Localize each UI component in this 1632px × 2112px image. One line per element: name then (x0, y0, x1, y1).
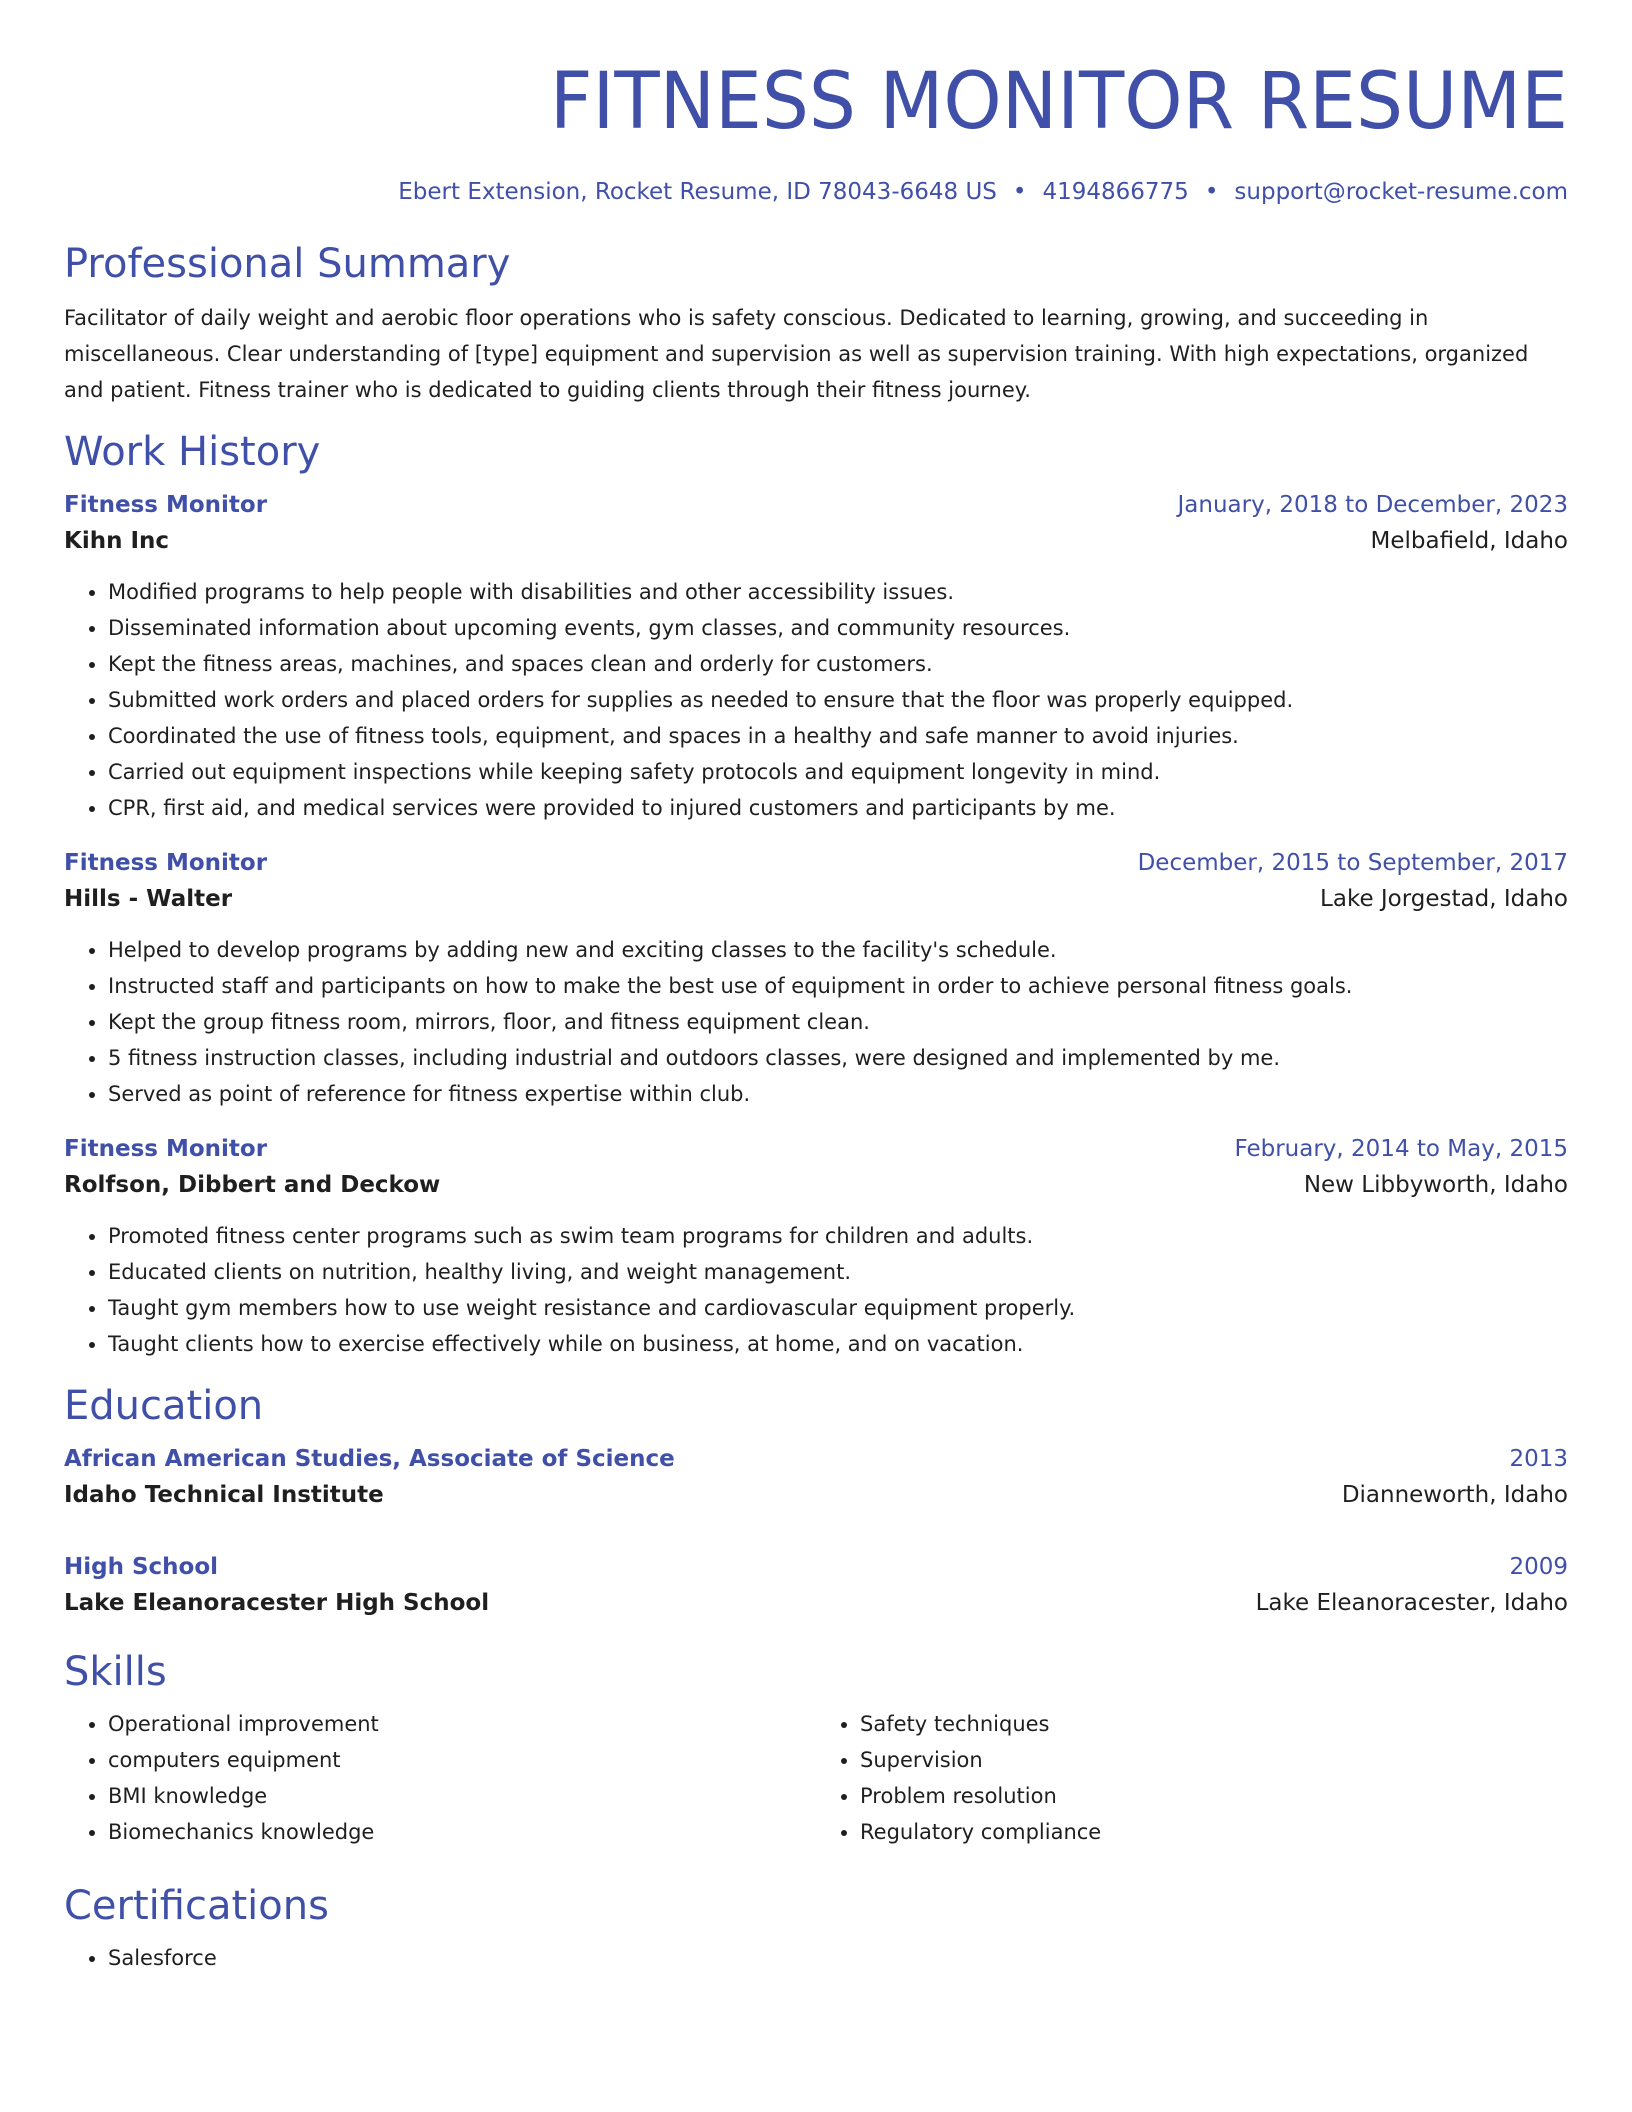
section-title-summary: Professional Summary (64, 241, 511, 287)
summary-text: Facilitator of daily weight and aerobic floor operations who is safety conscious. Dedicated to learning, growing, and succeeding in miscellaneous. Clear understanding of [type] equipment and supervision as well as supervision training. With high expectations, organized and patient. Fitness trainer who is dedicated to guiding clients through their fitness journey. (64, 306, 1529, 402)
education-header-row (64, 1442, 1568, 1476)
job-header-row (64, 488, 1568, 522)
education-location: Lake Eleanoracester, Idaho (1255, 1590, 1568, 1616)
contact-separator: • (1204, 179, 1219, 205)
contact-separator: • (1012, 179, 1027, 205)
list-item: • Submitted work orders and placed orders for supplies as needed to ensure that the floor was properly equipped. (108, 682, 1568, 718)
list-item: • Supervision (860, 1742, 1568, 1778)
resume-header (64, 52, 1568, 208)
skills-list-right (816, 1706, 1568, 1850)
list-item: • Instructed staff and participants on how to make the best use of equipment in order to achieve personal fitness goals. (108, 968, 1568, 1004)
contact-address: Ebert Extension, Rocket Resume, ID 78043-6648 US (398, 179, 997, 205)
job-location: Melbafield, Idaho (1370, 528, 1568, 554)
contact-phone[interactable]: 4194866775 (1042, 179, 1189, 205)
skills-columns (64, 1706, 1568, 1850)
resume-title: FITNESS MONITOR RESUME (549, 57, 1568, 147)
education-school-row (64, 1476, 1568, 1514)
education-school: Idaho Technical Institute (64, 1482, 384, 1508)
education-header-row (64, 1550, 1568, 1584)
list-item: • Coordinated the use of fitness tools, equipment, and spaces in a healthy and safe manner to avoid injuries. (108, 718, 1568, 754)
education-degree: High School (64, 1554, 219, 1580)
section-title-education: Education (64, 1383, 264, 1429)
education-location: Dianneworth, Idaho (1341, 1482, 1568, 1508)
job-header-row (64, 846, 1568, 880)
contact-email[interactable]: support@rocket-resume.com (1234, 179, 1568, 205)
summary-section (64, 238, 1568, 408)
list-item: • computers equipment (108, 1742, 816, 1778)
education-year: 2013 (1509, 1446, 1568, 1472)
work-section (64, 426, 1568, 1362)
job-company: Kihn Inc (64, 528, 170, 554)
list-item: • Disseminated information about upcoming events, gym classes, and community resources. (108, 610, 1568, 646)
education-year: 2009 (1509, 1554, 1568, 1580)
job-title: Fitness Monitor (64, 1136, 268, 1162)
job-title: Fitness Monitor (64, 492, 268, 518)
list-item: • Problem resolution (860, 1778, 1568, 1814)
contact-line (64, 176, 1568, 208)
job-company-row (64, 880, 1568, 918)
job-bullets (64, 1218, 1568, 1362)
list-item: • Taught gym members how to use weight resistance and cardiovascular equipment properly. (108, 1290, 1568, 1326)
job-header-row (64, 1132, 1568, 1166)
job-company-row (64, 1166, 1568, 1204)
list-item: • Operational improvement (108, 1706, 816, 1742)
education-school: Lake Eleanoracester High School (64, 1590, 490, 1616)
list-item: • Taught clients how to exercise effectively while on business, at home, and on vacation. (108, 1326, 1568, 1362)
list-item: • Promoted fitness center programs such as swim team programs for children and adults. (108, 1218, 1568, 1254)
skills-section (64, 1646, 1568, 1850)
list-item: • Educated clients on nutrition, healthy living, and weight management. (108, 1254, 1568, 1290)
list-item: • Modified programs to help people with disabilities and other accessibility issues. (108, 574, 1568, 610)
certifications-section (64, 1880, 1568, 1976)
section-title-work: Work History (64, 429, 321, 475)
list-item: • Helped to develop programs by adding new and exciting classes to the facility's schedule. (108, 932, 1568, 968)
job-company: Rolfson, Dibbert and Deckow (64, 1172, 441, 1198)
list-item: • CPR, first aid, and medical services were provided to injured customers and participants by me. (108, 790, 1568, 826)
list-item: • Salesforce (108, 1940, 1568, 1976)
job-dates: December, 2015 to September, 2017 (1137, 850, 1568, 876)
education-entry (64, 1550, 1568, 1622)
education-section (64, 1380, 1568, 1622)
list-item: • Biomechanics knowledge (108, 1814, 816, 1850)
list-item: • BMI knowledge (108, 1778, 816, 1814)
section-title-skills: Skills (64, 1649, 167, 1695)
list-item: • Served as point of reference for fitness expertise within club. (108, 1076, 1568, 1112)
skills-list-left (64, 1706, 816, 1850)
list-item: • Safety techniques (860, 1706, 1568, 1742)
job-location: Lake Jorgestad, Idaho (1320, 886, 1568, 912)
job-entry (64, 1132, 1568, 1362)
job-entry (64, 488, 1568, 826)
job-bullets (64, 932, 1568, 1112)
education-school-row (64, 1584, 1568, 1622)
list-item: • 5 fitness instruction classes, including industrial and outdoors classes, were designed and implemented by me. (108, 1040, 1568, 1076)
list-item: • Carried out equipment inspections while keeping safety protocols and equipment longevity in mind. (108, 754, 1568, 790)
education-entry (64, 1442, 1568, 1514)
job-title: Fitness Monitor (64, 850, 268, 876)
job-bullets (64, 574, 1568, 826)
list-item: • Regulatory compliance (860, 1814, 1568, 1850)
list-item: • Kept the fitness areas, machines, and spaces clean and orderly for customers. (108, 646, 1568, 682)
section-title-certifications: Certifications (64, 1883, 329, 1929)
education-degree: African American Studies, Associate of Science (64, 1446, 675, 1472)
job-company: Hills - Walter (64, 886, 233, 912)
list-item: • Kept the group fitness room, mirrors, floor, and fitness equipment clean. (108, 1004, 1568, 1040)
job-entry (64, 846, 1568, 1112)
job-dates: January, 2018 to December, 2023 (1177, 492, 1568, 518)
job-location: New Libbyworth, Idaho (1303, 1172, 1568, 1198)
job-company-row (64, 522, 1568, 560)
job-dates: February, 2014 to May, 2015 (1234, 1136, 1568, 1162)
certifications-list (64, 1940, 1568, 1976)
